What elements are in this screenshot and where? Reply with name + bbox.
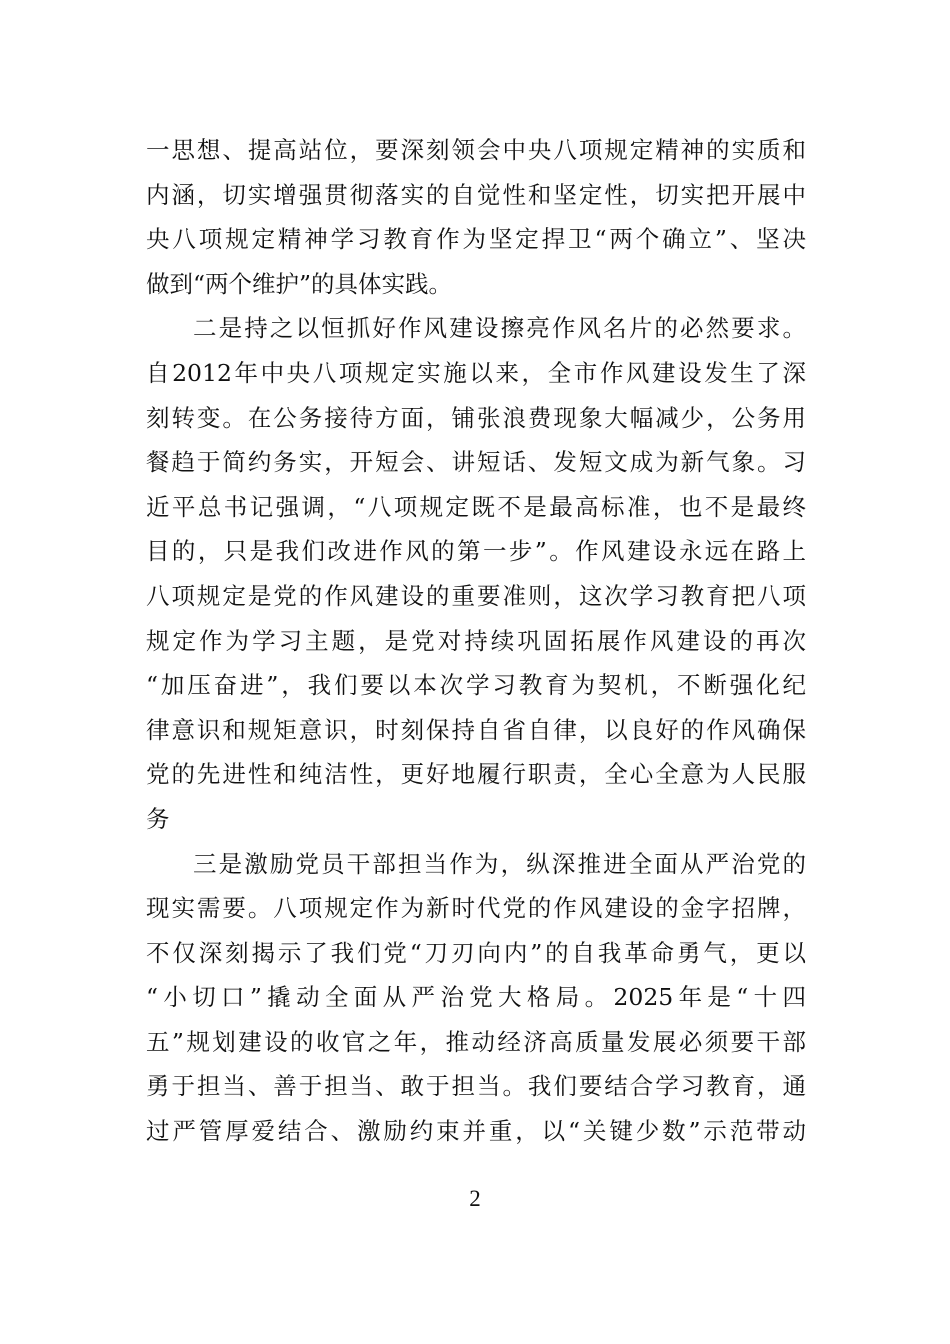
page-number: 2 <box>469 1186 481 1211</box>
body-line: 律意识和规矩意识，时刻保持自省自律，以良好的作风确保 <box>146 715 806 744</box>
body-line: 刻转变。在公务接待方面，铺张浪费现象大幅减少，公务用 <box>146 403 806 432</box>
body-line: 内涵，切实增强贯彻落实的自觉性和坚定性，切实把开展中 <box>146 180 806 209</box>
body-line: 央八项规定精神学习教育作为坚定捍卫“两个确立”、坚决 <box>146 225 806 254</box>
body-line: 党的先进性和纯洁性，更好地履行职责，全心全意为人民服 <box>146 760 806 789</box>
body-line: 一思想、提高站位，要深刻领会中央八项规定精神的实质和 <box>146 136 806 164</box>
body-line: 五”规划建设的收官之年，推动经济高质量发展必须要干部 <box>146 1027 806 1056</box>
body-line: 务 <box>146 804 170 833</box>
document-body <box>146 128 806 1154</box>
body-line: 八项规定是党的作风建设的重要准则，这次学习教育把八项 <box>146 581 806 610</box>
body-line: 近平总书记强调，“八项规定既不是最高标准，也不是最终 <box>146 492 806 521</box>
body-line: 餐趋于简约务实，开短会、讲短话、发短文成为新气象。习 <box>146 448 806 477</box>
body-line: 做到“两个维护”的具体实践。 <box>146 269 453 298</box>
body-line: 现实需要。八项规定作为新时代党的作风建设的金字招牌， <box>146 894 806 923</box>
body-line: 目的，只是我们改进作风的第一步”。作风建设永远在路上 <box>146 537 806 566</box>
paragraph-first-line: 二是持之以恒抓好作风建设擦亮作风名片的必然要求。 <box>193 314 806 343</box>
body-line: 不仅深刻揭示了我们党“刀刃向内”的自我革命勇气，更以 <box>146 938 806 967</box>
body-line: “小切口”撬动全面从严治党大格局。2025年是“十四 <box>146 983 806 1012</box>
paragraph-first-line: 三是激励党员干部担当作为，纵深推进全面从严治党的 <box>193 849 806 878</box>
body-line: 过严管厚爱结合、激励约束并重，以“关键少数”示范带动 <box>146 1117 806 1146</box>
body-line: 规定作为学习主题，是党对持续巩固拓展作风建设的再次 <box>146 626 806 655</box>
body-line: “加压奋进”，我们要以本次学习教育为契机，不断强化纪 <box>146 671 806 700</box>
body-line: 自2012年中央八项规定实施以来，全市作风建设发生了深 <box>146 358 806 387</box>
body-line: 勇于担当、善于担当、敢于担当。我们要结合学习教育，通 <box>146 1072 806 1101</box>
